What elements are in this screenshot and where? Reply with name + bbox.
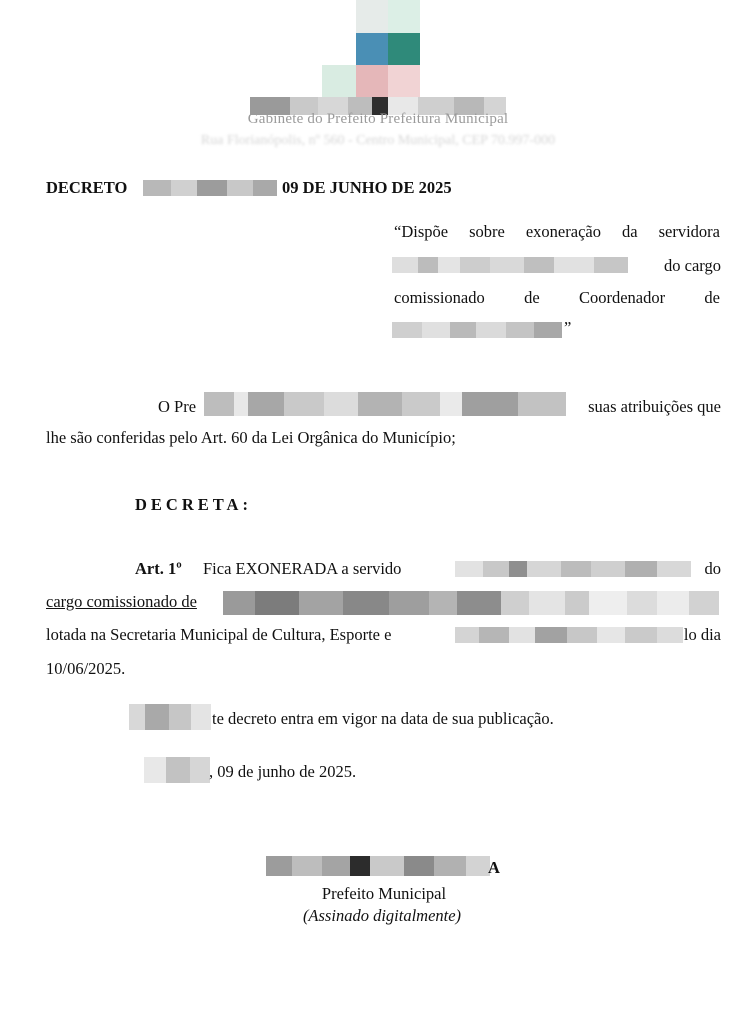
preamble-line-2: lhe são conferidas pelo Art. 60 da Lei Orgânica do Município; <box>46 428 456 447</box>
article-1-line1-end: do <box>704 559 721 578</box>
redaction-block <box>392 322 562 338</box>
article-1-line3-start: lotada na Secretaria Municipal de Cultura, Esporte e <box>46 625 392 644</box>
signature-title: Prefeito Municipal <box>321 884 447 903</box>
place-date: , 09 de junho de 2025. <box>209 762 357 781</box>
redaction-block <box>223 591 719 615</box>
header-title: Gabinete do Prefeito Prefeitura Municipal <box>247 111 509 127</box>
redaction-block <box>204 392 566 416</box>
decree-date: 09 DE JUNHO DE 2025 <box>282 178 452 197</box>
article-1-line1-text: Fica EXONERADA a servido <box>203 559 402 578</box>
article-1-label: Art. 1º <box>135 559 182 578</box>
article-1-line4: 10/06/2025. <box>46 659 126 678</box>
redaction-block <box>392 257 628 273</box>
ementa-line-1: “Dispõe sobre exoneração da servidora <box>394 222 720 241</box>
decree-label: DECRETO <box>46 178 128 197</box>
article-1-line2-start: cargo comissionado de <box>46 592 197 611</box>
signature-subtitle: (Assinado digitalmente) <box>302 906 462 925</box>
preamble-line1-end: suas atribuições que <box>588 397 721 416</box>
redaction-block <box>455 627 683 643</box>
decreta-heading: DECRETA: <box>135 495 252 514</box>
redaction-block <box>455 561 691 577</box>
article-2-text: te decreto entra em vigor na data de sua publicação. <box>212 709 554 728</box>
redaction-block <box>144 757 210 783</box>
ementa-line-2-tail: do cargo <box>664 256 721 275</box>
redaction-block <box>129 704 211 730</box>
preamble-start: O Pre <box>158 397 197 416</box>
redaction-block <box>266 856 490 876</box>
ementa-close-quote: ” <box>564 318 572 337</box>
redaction-block <box>143 180 277 196</box>
article-1-line3-end: lo dia <box>683 625 721 644</box>
ementa-line-3: comissionado de Coordenador de <box>394 288 720 307</box>
signature-name-tail: A <box>488 858 500 877</box>
municipal-crest-logo <box>322 0 420 100</box>
header-address: Rua Florianópolis, nº 560 - Centro Municipal, CEP 70.997-000 <box>200 133 556 148</box>
